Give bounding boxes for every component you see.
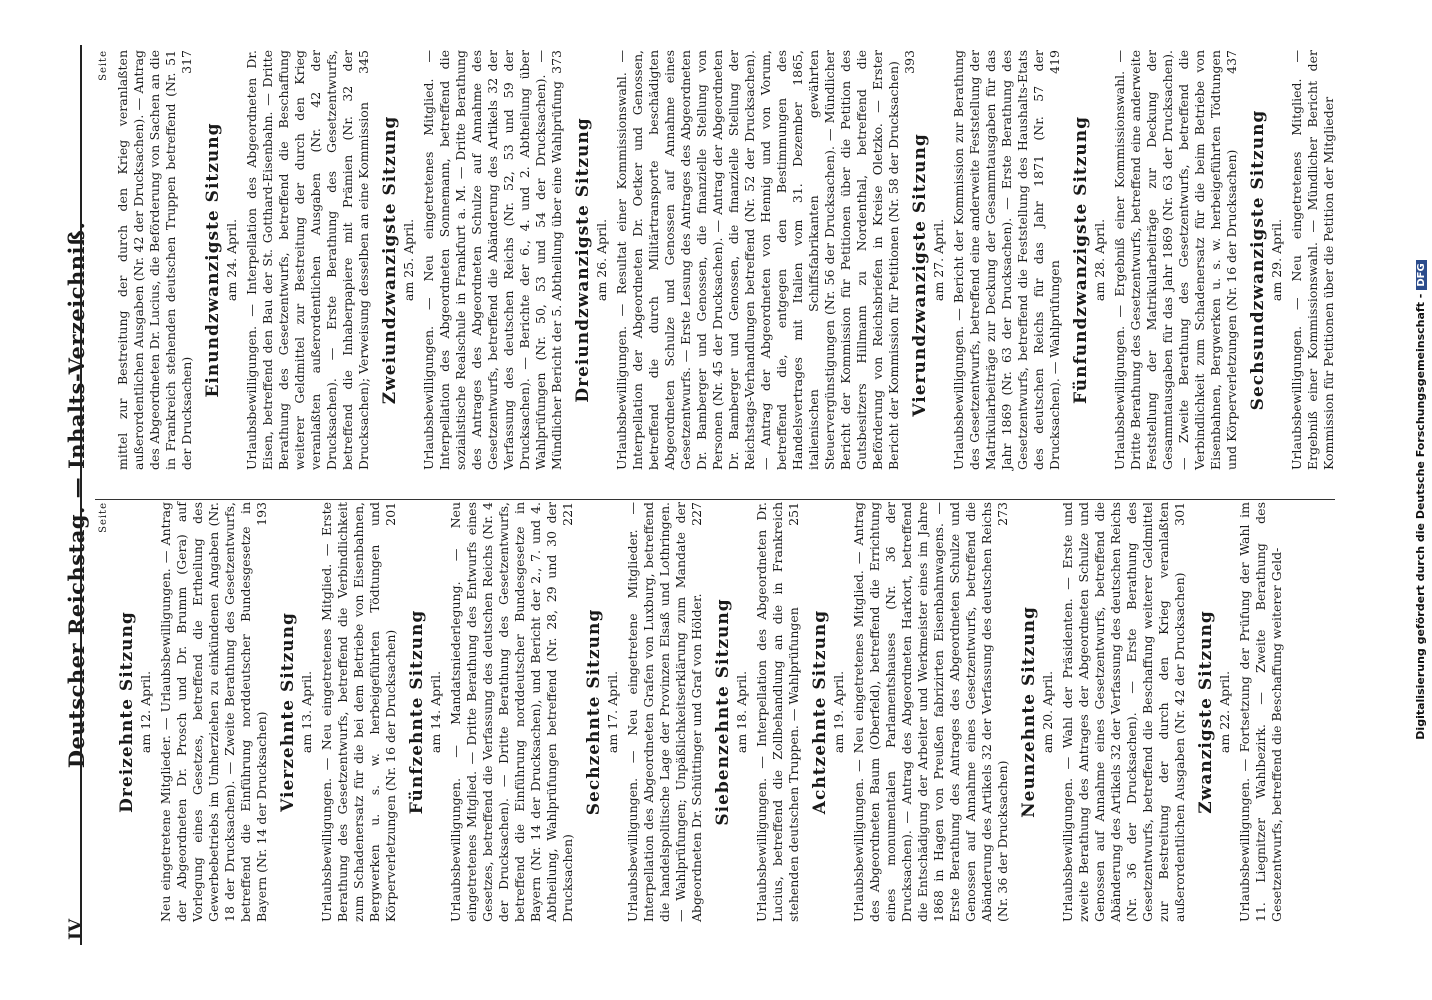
session-entry	[810, 502, 1011, 922]
left-session-list	[117, 502, 1285, 922]
session-title: Dreiundzwanzigste Sitzung	[573, 117, 593, 403]
session-date: am 25. April.	[401, 218, 416, 302]
credit-text-block	[1414, 10, 1432, 990]
session-summary-text: Urlaubsbewilligungen. — Ergebniß einer Kommissionswahl. — Dritte Berathung des Gesetzentwurfs, betreffend eine anderweite Feststellung der Matrikularbeiträge zur Deckung der Gesammtausgaben für das Jahr 1869 (Nr. 63 der Drucksachen). — Zweite Berathung des Gesetzentwurfs, betreffend die Verbindlichkeit zum Schadenersatz für die beim Betriebe von Eisenbahnen, Bergwerken u. s. w. herbeigeführten Tödtungen und Körperverletzungen (Nr. 16 der Drucksachen)	[1112, 50, 1239, 470]
session-entry	[278, 502, 399, 922]
continuation-text: mittel zur Bestreitung der durch den Krieg veranlaßten außerordentlichen Ausgaben (Nr. 42 der Drucksachen). — Antrag des Abgeordneten Dr. Lucius, die Beförderung von Sachen an die in Frankreich stehenden deutschen Truppen betreffend (Nr. 51 der Drucksachen)	[115, 50, 194, 470]
session-summary	[614, 50, 917, 470]
session-date: am 28. April.	[1092, 218, 1107, 302]
continuation-paragraph	[115, 50, 195, 470]
header-rule	[80, 45, 82, 945]
session-entry	[117, 502, 270, 922]
session-page-number: 251	[786, 502, 801, 526]
session-entry	[1019, 502, 1188, 922]
session-title: Siebenzehnte Sitzung	[713, 598, 733, 826]
session-date: am 18. April.	[734, 670, 749, 754]
session-summary-text: Urlaubsbewilligungen. — Wahl der Präsidenten. — Erste und zweite Berathung des Antrages der Abgeordneten Schulze und Genossen auf Annahme eines Gesetzentwurfs, betreffend die Abänderung des Artikels 32 der Verfassung des deutschen Reichs (Nr. 36 der Drucksachen). — Erste Berathung des Gesetzentwurfs, betreffend die Beschaffung weiterer Geldmittel zur Bestreitung der durch den Krieg veranlaßten außerordentlichen Ausgaben (Nr. 42 der Drucksachen)	[1060, 502, 1187, 922]
session-title: Sechzehnte Sitzung	[584, 608, 604, 816]
left-column	[98, 502, 1289, 922]
dfg-logo: DFG	[1416, 260, 1427, 289]
session-title: Einundzwanzigste Sitzung	[203, 122, 223, 398]
session-summary	[1060, 502, 1188, 922]
session-date: am 26. April.	[594, 218, 609, 302]
session-date: am 24. April.	[224, 218, 239, 302]
session-summary	[244, 50, 372, 470]
session-entry	[573, 50, 917, 470]
session-summary-text: Urlaubsbewilligungen. — Neu eingetretene Mitglieder. — Interpellation des Abgeordneten Grafen von Luxburg, betreffend die handelspolitische Lage der Provinzen Elsaß und Lothringen. — Wahlprüfungen; Unpäßlichkeitserklärung zum Mandate der Abgeordneten Dr. Schüttinger und Graf von Hölder.	[625, 502, 704, 922]
session-title: Neunzehnte Sitzung	[1019, 606, 1039, 818]
session-summary-text: Urlaubsbewilligungen. — Interpellation des Abgeordneten Dr. Eisen, betreffend den Bau der St. Gotthard-Eisenbahn. — Dritte Berathung des Gesetzentwurfs, betreffend die Beschaffung weiterer Geldmittel zur Bestreitung der durch den Krieg veranlaßten außerordentlichen Ausgaben (Nr. 42 der Drucksachen). — Erste Berathung des Gesetzentwurfs, betreffend die Inhaberpapiere mit Prämien (Nr. 32 der Drucksachen); Verweisung desselben an eine Kommission	[244, 50, 371, 470]
session-entry	[584, 502, 705, 922]
session-summary	[1289, 50, 1337, 470]
session-title: Achtzehnte Sitzung	[810, 609, 830, 815]
session-date: am 12. April.	[138, 670, 153, 754]
session-page-number: 345	[356, 50, 371, 74]
session-page-number: 221	[560, 502, 575, 526]
session-summary-text: Urlaubsbewilligungen. — Neu eingetretenes Mitglied. — Ergebniß einer Kommissionswahl. — Mündlicher Bericht der Kommission für Petitionen über die Petition der Mitglieder	[1289, 50, 1336, 470]
session-entry	[910, 50, 1063, 470]
session-date: am 13. April.	[299, 670, 314, 754]
column-divider	[95, 499, 1335, 500]
session-title: Fünfundzwanzigste Sitzung	[1071, 115, 1091, 405]
session-date: am 29. April.	[1269, 218, 1284, 302]
session-title: Zwanzigste Sitzung	[1196, 610, 1216, 814]
session-entry	[713, 502, 802, 922]
session-page-number: 393	[902, 50, 917, 74]
session-title: Vierundzwanzigste Sitzung	[910, 133, 930, 417]
page-number: IV	[66, 918, 86, 940]
session-summary	[1237, 502, 1285, 922]
session-entry	[1248, 50, 1337, 470]
session-summary-text: Urlaubsbewilligungen. — Neu eingetretenes Mitglied. — Interpellation des Abgeordneten Sonnemann, betreffend die sozialistische Realschule in Frankfurt a. M. — Dritte Berathung des Antrages des Abgeordneten Schulze auf Annahme des Gesetzentwurfs, betreffend die Abänderung des Artikels 32 der Verfassung des deutschen Reichs (Nr. 52, 53 und 59 der Drucksachen). — Berichte der 6., 4. und 2. Abtheilung über Wahlprüfungen (Nr. 50, 53 und 54 der Drucksachen). — Mündlicher Bericht der 5. Abtheilung über eine Wahlprüfung	[421, 50, 564, 470]
session-date: am 27. April.	[931, 218, 946, 302]
session-page-number: 373	[549, 50, 564, 74]
right-column	[98, 50, 1341, 470]
session-page-number: 227	[689, 502, 704, 526]
session-summary-text: Urlaubsbewilligungen. — Neu eingetretenes Mitglied. — Antrag des Abgeordneten Baum (Oberfeld), betreffend die Errichtung eines monumentalen Parlamentshauses (Nr. 36 der Drucksachen). — Antrag des Abgeordneten Harkort, betreffend die Entschädigung der Arbeiter und Werkmeister eines im Jahre 1868 in Hagen von Preußen fabrizirten Eisenbahnwagens. — Erste Berathung des Antrages des Abgeordneten Schulze und Genossen auf Annahme eines Gesetzentwurfs, betreffend die Abänderung des Artikels 32 der Verfassung des deutschen Reichs (Nr. 36 der Drucksachen)	[851, 502, 1010, 922]
session-title: Vierzehnte Sitzung	[278, 612, 298, 812]
session-entry	[203, 50, 372, 470]
session-page-number: 273	[995, 502, 1010, 526]
session-summary	[421, 50, 565, 470]
seite-label-left: Seite	[98, 502, 109, 533]
session-summary	[851, 502, 1011, 922]
session-summary	[754, 502, 802, 922]
page-title: Deutscher Reichstag. — Inhalts-Verzeichniß.	[64, 221, 89, 769]
session-entry	[407, 502, 576, 922]
session-page-number: 419	[1047, 50, 1062, 74]
session-title: Dreizehnte Sitzung	[117, 611, 137, 813]
session-summary-text: Urlaubsbewilligungen. — Fortsetzung der Prüfung der Wahl im 11. Liegnitzer Wahlbezirk. — Zweite Berathung des Gesetzentwurfs, betreffend die Beschaffung weiterer Geld-	[1237, 502, 1284, 922]
session-date: am 19. April.	[831, 670, 846, 754]
session-summary	[158, 502, 270, 922]
continuation-page: 317	[179, 50, 194, 74]
session-date: am 17. April.	[605, 670, 620, 754]
session-title: Zweiundzwanzigste Sitzung	[380, 115, 400, 405]
session-summary-text: Urlaubsbewilligungen. — Neu eingetretenes Mitglied. — Erste Berathung des Gesetzentwurfs, betreffend die Verbindlichkeit zum Schadenersatz für die bei dem Betriebe von Eisenbahnen, Bergwerken u. s. w. herbeigeführten Tödtungen und Körperverletzungen (Nr. 16 der Drucksachen)	[319, 502, 398, 922]
session-entry	[380, 50, 565, 470]
session-page-number: 437	[1224, 50, 1239, 74]
session-entry	[1196, 502, 1285, 922]
session-summary	[1112, 50, 1240, 470]
session-page-number: 193	[254, 502, 269, 526]
credit-text: Digitalisierung gefördert durch die Deutsche Forschungsgemeinschaft -	[1414, 293, 1427, 740]
session-date: am 22. April.	[1217, 670, 1232, 754]
session-summary-text: Neu eingetretene Mitglieder. — Urlaubsbewilligungen. — Antrag der Abgeordneten Dr. Prosch und Dr. Brumm (Gera) auf Vorlegung eines Gesetzes, betreffend die Ertheilung des Gewerbebetriebs im Umherziehen zu einkündenen Angaben (Nr. 18 der Drucksachen). — Zweite Berathung des Gesetzentwurfs, betreffend die Einführung norddeutscher Bundesgesetze in Bayern (Nr. 14 der Drucksachen)	[158, 502, 269, 922]
session-summary-text: Urlaubsbewilligungen. — Bericht der Kommission zur Berathung des Gesetzentwurfs, betreffend eine anderweite Feststellung der Matrikularbeiträge zur Deckung der Gesammtausgaben für das Jahr 1869 (Nr. 63 der Drucksachen). — Erste Berathung des Gesetzentwurfs, betreffend die Feststellung des Haushalts-Etats des deutschen Reichs für das Jahr 1871 (Nr. 57 der Drucksachen). — Wahlprüfungen	[951, 50, 1062, 470]
session-date: am 20. April.	[1040, 670, 1055, 754]
session-page-number: 301	[1172, 502, 1187, 526]
session-entry	[1071, 50, 1240, 470]
session-page-number: 201	[383, 502, 398, 526]
session-title: Sechsundzwanzigste Sitzung	[1248, 109, 1268, 411]
session-summary	[951, 50, 1063, 470]
seite-label-right: Seite	[98, 50, 109, 81]
session-summary-text: Urlaubsbewilligungen. — Resultat einer Kommissionswahl. — Interpellation der Abgeordneten Dr. Oetker und Genossen, betreffend die durch Militärtransporte beschädigten Abgeordneten Schulze und Genossen auf Annahme eines Gesetzentwurfs. — Erste Lesung des Antrages des Abgeordneten Dr. Bamberger und Genossen, die finanzielle Stellung von Personen (Nr. 45 der Drucksachen). — Antrag der Abgeordneten Dr. Bamberger und Genossen, die finanzielle Stellung der Reichstags-Verhandlungen betreffend (Nr. 52 der Drucksachen). — Antrag der Abgeordneten von Hennig und von Vorum, betreffend die, entgegen den Bestimmungen des Handelsvertrages mit Italien vom 31. Dezember 1865, italienischen Schiffsfabrikanten gewährten Steuervergünstigungen (Nr. 56 der Drucksachen). — Mündlicher Bericht der Kommission für Petitionen über die Petition des Gutsbesitzers Hillmann zu Nordenthal, betreffend die Beförderung von Reichsbriefen in Kreise Oletzko. — Erster Bericht der Kommission für Petitionen (Nr. 58 der Drucksachen)	[614, 50, 901, 470]
session-title: Fünfzehnte Sitzung	[407, 609, 427, 815]
session-summary	[319, 502, 399, 922]
session-summary	[448, 502, 576, 922]
session-date: am 14. April.	[428, 670, 443, 754]
session-summary-text: Urlaubsbewilligungen. — Mandatsniederlegung. — Neu eingetretenes Mitglied. — Dritte Berathung des Entwurfs eines Gesetzes, betreffend die Verfassung des deutschen Reichs (Nr. 4 der Drucksachen). — Dritte Berathung des Gesetzentwurfs, betreffend die Einführung norddeutscher Bundesgesetze in Bayern (Nr. 14 der Drucksachen), und Bericht der 2., 7. und 4. Abtheilung, Wahlprüfungen betreffend (Nr. 28, 29 und 30 der Drucksachen)	[448, 502, 575, 922]
digitization-credit	[1404, 0, 1426, 1000]
right-session-list	[203, 50, 1337, 470]
session-summary-text: Urlaubsbewilligungen. — Interpellation des Abgeordneten Dr. Lucius, betreffend die Zollbehandlung an die in Frankreich stehenden deutschen Truppen. — Wahlprüfungen	[754, 502, 801, 922]
session-summary	[625, 502, 705, 922]
